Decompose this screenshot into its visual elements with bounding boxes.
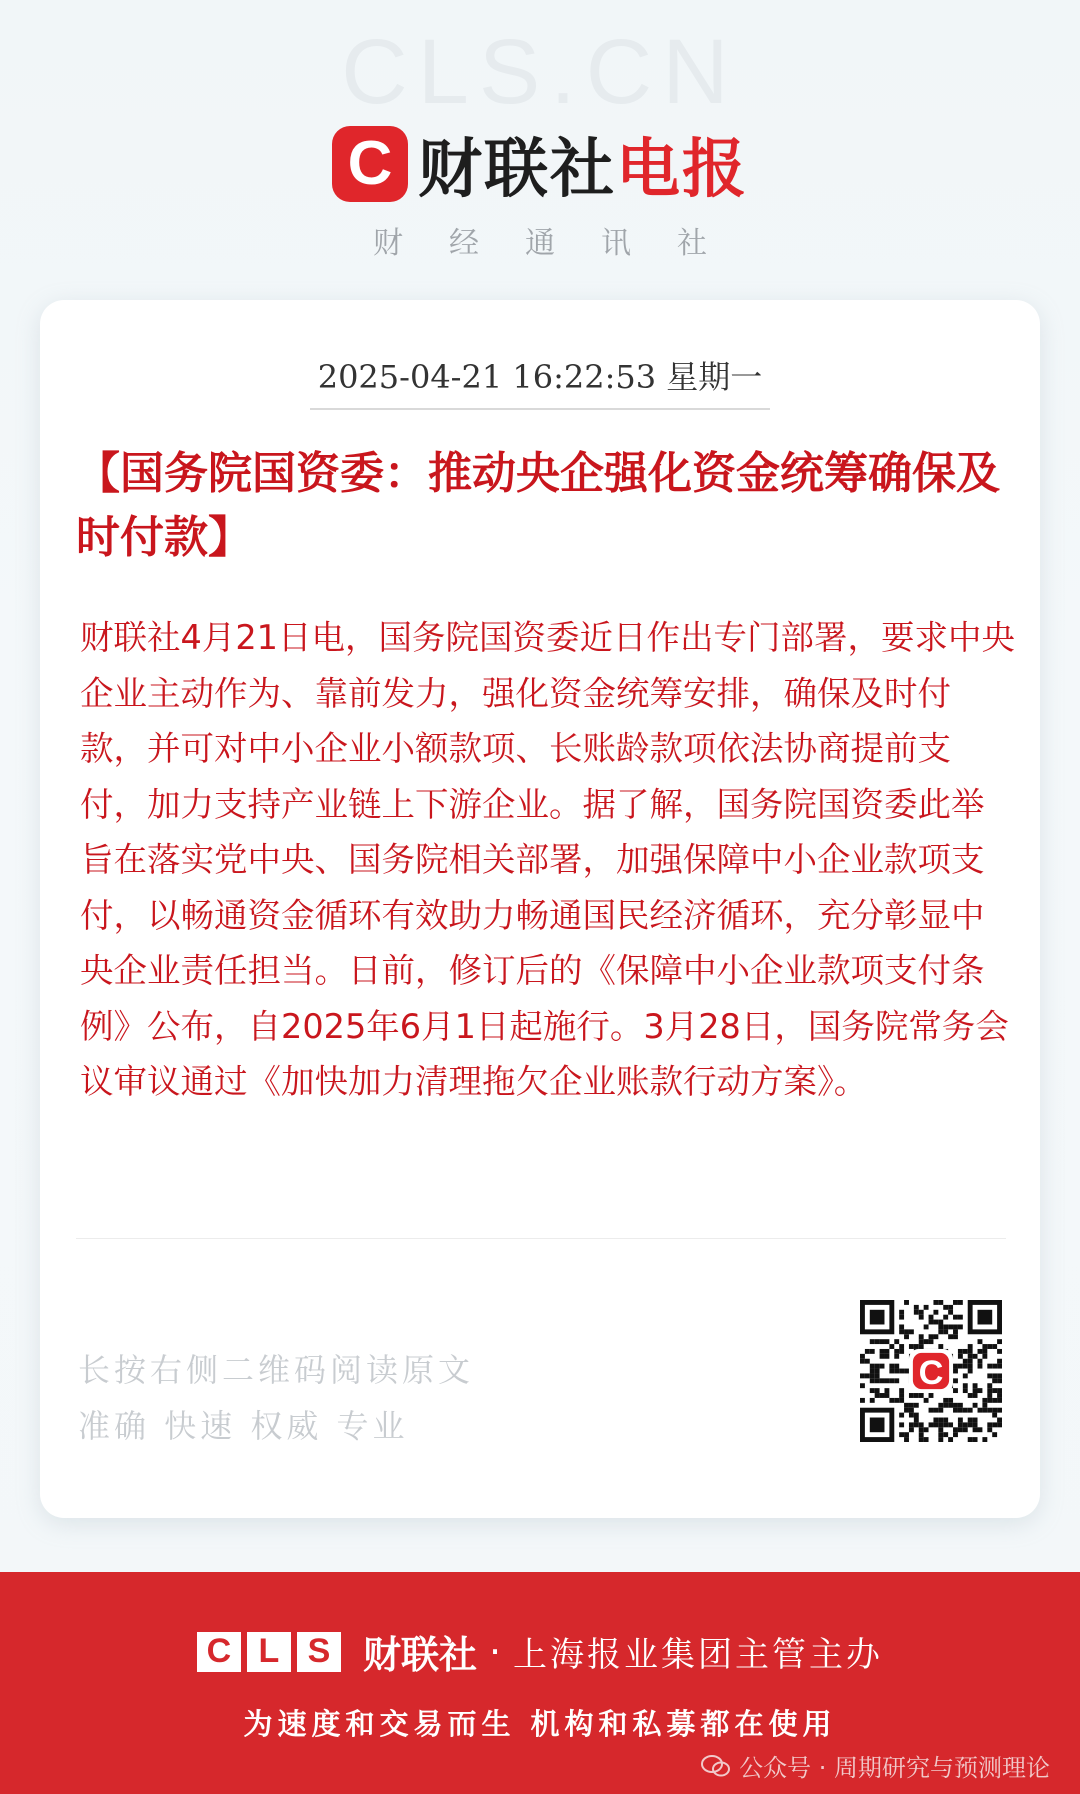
- footer-brand: 财联社: [362, 1633, 477, 1677]
- qr-hint-line2: 准确 快速 权威 专业: [78, 1407, 409, 1445]
- tagline: 财经通讯社: [373, 226, 753, 261]
- cls-letter-c: C: [197, 1632, 241, 1672]
- wechat-watermark: [701, 1748, 1050, 1783]
- footer-slogan: 为速度和交易而生 机构和私募都在使用: [243, 1707, 837, 1741]
- footer-banner: [0, 1572, 1080, 1794]
- qr-logo-letter: C: [918, 1354, 944, 1393]
- footer-org: 上海报业集团主管主办: [513, 1635, 884, 1675]
- qr-hint: [78, 1342, 474, 1454]
- article-body: 财联社4月21日电，国务院国资委近日作出专门部署，要求中央企业主动作为、靠前发力，强化资金统筹安排，确保及时付款，并可对中小企业小额款项、长账龄款项依法协商提前支付，加力支持产业链上下游企业。据了解，国务院国资委此举旨在落实党中央、国务院相关部署，加强保障中小企业款项支付，以畅通资金循环有效助力畅通国民经济循环，充分彰显中央企业责任担当。日前，修订后的《保障中小企业款项支付条例》公布，自2025年6月1日起施行。3月28日，国务院常务会议审议通过《加快加力清理拖欠企业账款行动方案》。: [80, 618, 1015, 1101]
- divider: [76, 1238, 1006, 1239]
- wechat-icon: [701, 1754, 731, 1778]
- footer-brand-row: [0, 1624, 1080, 1679]
- publish-datetime: 2025-04-21 16:22:53 星期一: [317, 358, 763, 396]
- article-headline: 【国务院国资委：推动央企强化资金统筹确保及时付款】: [76, 448, 1000, 563]
- datetime-underline: [310, 408, 770, 410]
- brand-name: 财联社: [418, 133, 616, 207]
- qr-hint-line1: 长按右侧二维码阅读原文: [78, 1351, 475, 1389]
- wechat-label: 公众号 · 周期研究与预测理论: [739, 1754, 1050, 1782]
- footer-separator: ·: [488, 1629, 502, 1674]
- cls-logo-icon: [332, 126, 408, 202]
- watermark-text: CLS.CN: [341, 21, 739, 123]
- cls-letter-s: S: [297, 1632, 341, 1672]
- cls-logo-letter: C: [347, 129, 393, 198]
- brand-header: [0, 118, 1080, 210]
- cls-letter-l: L: [247, 1632, 291, 1672]
- brand-suffix: 电报: [616, 133, 748, 207]
- article-card: [40, 300, 1040, 1518]
- qr-code[interactable]: [860, 1300, 1002, 1442]
